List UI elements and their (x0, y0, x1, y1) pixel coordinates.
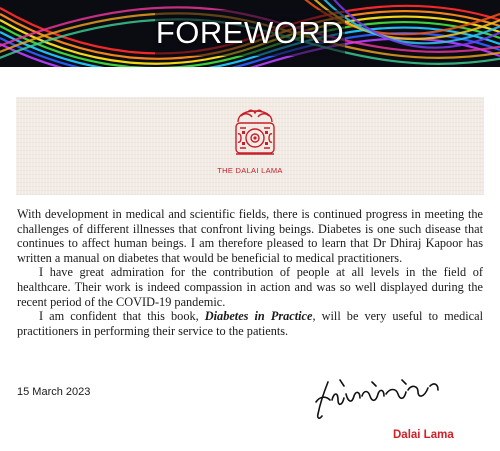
paragraph: With development in medical and scientific fields, there is continued progress in meeting the challenges of different illnesses that confront living beings. Diabetes is one such disease that continues to affect human beings. I am therefore pleased to learn that Dr Dhiraj Kapoor has written a manual on diabetes that would be beneficial to medical practitioners. (17, 207, 483, 265)
book-title: Diabetes in Practice (204, 309, 313, 324)
paragraph-text: , will be very useful to medical practitioners in performing their service to the patients. (17, 309, 483, 338)
paragraph: I have great admiration for the contribution of people at all levels in the field of healthcare. Their work is indeed compassion in action and was so well displayed during the recent period of the COVID-19 pandemic. (17, 265, 483, 309)
date: 15 March 2023 (17, 386, 91, 398)
handwritten-signature-icon (310, 374, 450, 424)
foreword-body (17, 207, 483, 338)
foreword-banner (0, 0, 500, 67)
paragraph-text: I am confident that this book, (39, 309, 205, 324)
letterhead (16, 97, 484, 195)
letterhead-name: THE DALAI LAMA (217, 166, 283, 175)
page-title: FOREWORD (155, 15, 345, 50)
paragraph (17, 309, 483, 338)
tibetan-seal-icon (232, 108, 278, 158)
signatory-name: Dalai Lama (393, 429, 454, 441)
